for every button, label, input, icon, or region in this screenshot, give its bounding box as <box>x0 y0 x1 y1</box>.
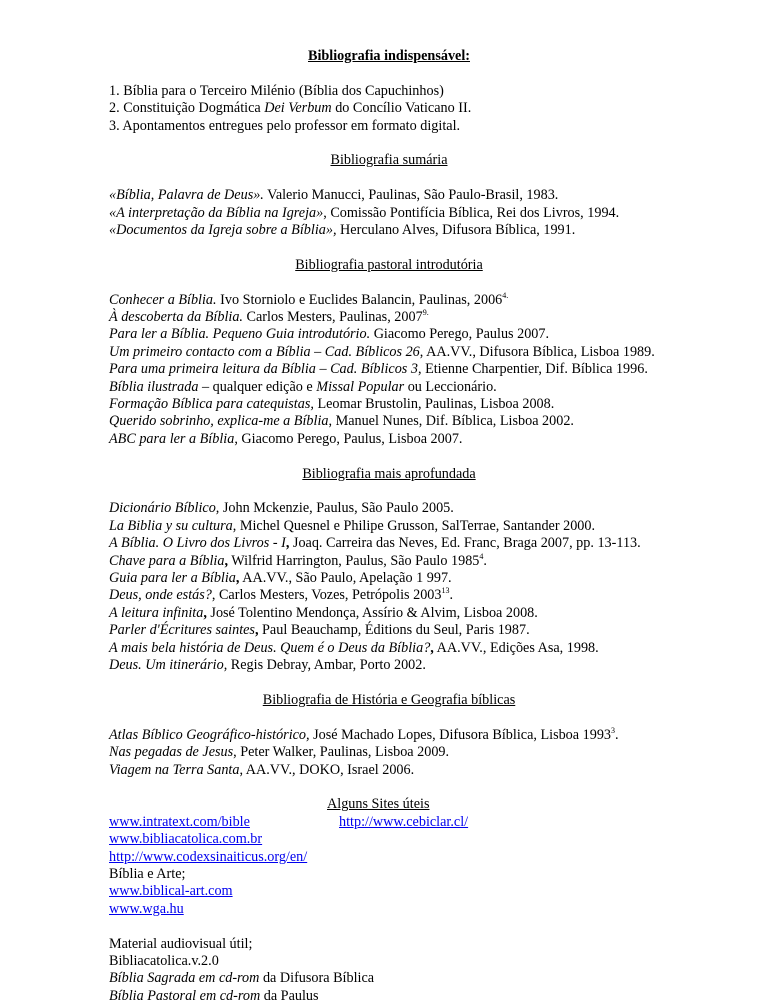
sites-row <box>109 849 669 866</box>
bib-entry: A Bíblia. O Livro dos Livros - I, Joaq. Carreira das Neves, Ed. Franc, Braga 2007, pp. 13-113. <box>109 535 641 552</box>
link-codexsinaiticus[interactable]: http://www.codexsinaiticus.org/en/ <box>109 848 308 865</box>
link-biblical-art[interactable]: www.biblical-art.com <box>109 883 233 900</box>
sites-row <box>109 831 669 848</box>
document-page <box>109 48 669 1005</box>
bib-entry: «A interpretação da Bíblia na Igreja», Comissão Pontifícia Bíblica, Rei dos Livros, 1994. <box>109 204 620 221</box>
essential-item: 2. Constituição Dogmática Dei Verbum do Concílio Vaticano II. <box>109 100 472 117</box>
bib-entry: Atlas Bíblico Geográfico-histórico, José Machado Lopes, Difusora Bíblica, Lisboa 1993$^3$. <box>109 725 619 743</box>
bib-entry: A leitura infinita, José Tolentino Mendonça, Assírio & Alvim, Lisboa 2008. <box>109 604 538 621</box>
bib-entry: Viagem na Terra Santa, AA.VV., DOKO, Israel 2006. <box>109 761 415 778</box>
bib-entry: Formação Bíblica para catequistas, Leomar Brustolin, Paulinas, Lisboa 2008. <box>109 396 555 413</box>
sites-row <box>109 883 669 900</box>
section-heading-pastoral: Bibliografia pastoral introdutória <box>295 256 483 273</box>
section-heading-sumaria: Bibliografia sumária <box>330 152 448 169</box>
bib-entry: ABC para ler a Bíblia, Giacomo Perego, Paulus, Lisboa 2007. <box>109 430 463 447</box>
link-intratext[interactable]: www.intratext.com/bible <box>109 813 250 830</box>
section-heading-aprofundada: Bibliografia mais aprofundada <box>302 465 476 482</box>
bib-entry: Conhecer a Bíblia. Ivo Storniolo e Euclides Balancin, Paulinas, $2006^{4.}$ <box>109 290 509 308</box>
bib-entry: Bíblia ilustrada – qualquer edição e Missal Popular ou Leccionário. <box>109 378 497 395</box>
bib-entry: Guia para ler a Bíblia, AA.VV., São Paulo, Apelação 1 997. <box>109 570 452 587</box>
essential-item: 1. Bíblia para o Terceiro Milénio (Bíblia dos Capuchinhos) <box>109 82 444 99</box>
bib-entry: À descoberta da Bíblia. Carlos Mesters, Paulinas, $2007^{9.}$ <box>109 308 429 326</box>
audiovisual-item: Bíblia Sagrada em cd-rom da Difusora Bíblica <box>109 970 375 987</box>
bib-entry: Deus. Um itinerário, Regis Debray, Ambar, Porto 2002. <box>109 657 426 674</box>
bib-entry: Para ler a Bíblia. Pequeno Guia introdutório. Giacomo Perego, Paulus 2007. <box>109 326 550 343</box>
page-title: Bibliografia indispensável: <box>308 48 470 64</box>
bib-entry: Nas pegadas de Jesus, Peter Walker, Paulinas, Lisboa 2009. <box>109 744 450 761</box>
bib-entry: Deus, onde estás?, Carlos Mesters, Vozes, Petrópolis 2003$^{13}$. <box>109 586 454 604</box>
bib-entry: «Bíblia, Palavra de Deus». Valerio Manucci, Paulinas, São Paulo-Brasil, 1983. <box>109 187 559 204</box>
audiovisual-item: Bibliacatolica.v.2.0 <box>109 952 219 969</box>
bib-entry: Um primeiro contacto com a Bíblia – Cad. Bíblicos 26, AA.VV., Difusora Bíblica, Lisboa 1989. <box>109 343 655 360</box>
bib-entry: La Biblia y su cultura, Michel Quesnel e Philipe Grusson, SalTerrae, Santander 2000. <box>109 517 596 534</box>
link-cebiclar[interactable]: http://www.cebiclar.cl/ <box>339 813 469 830</box>
audiovisual-item: Bíblia Pastoral em cd-rom da Paulus <box>109 987 319 1004</box>
link-bibliacatolica[interactable]: www.bibliacatolica.com.br <box>109 831 263 848</box>
section-heading-historia: Bibliografia de História e Geografia bíblicas <box>262 691 516 708</box>
section-heading-sites: Alguns Sites úteis <box>327 796 430 813</box>
bib-entry: Para uma primeira leitura da Bíblia – Cad. Bíblicos 3, Etienne Charpentier, Dif. Bíblica 1996. <box>109 361 648 378</box>
bib-entry: Querido sobrinho, explica-me a Bíblia, Manuel Nunes, Dif. Bíblica, Lisboa 2002. <box>109 413 574 430</box>
bib-entry: Dicionário Bíblico, John Mckenzie, Paulus, São Paulo 2005. <box>109 500 454 517</box>
sites-row <box>109 814 669 831</box>
sites-row <box>109 901 669 918</box>
essential-item: 3. Apontamentos entregues pelo professor em formato digital. <box>109 117 461 134</box>
sites-label-arte: Bíblia e Arte; <box>109 865 186 882</box>
sites-heading-row <box>109 796 669 813</box>
bib-entry: «Documentos da Igreja sobre a Bíblia», Herculano Alves, Difusora Bíblica, 1991. <box>109 222 576 239</box>
link-wga[interactable]: www.wga.hu <box>109 900 184 917</box>
audiovisual-label: Material audiovisual útil; <box>109 935 253 952</box>
bib-entry: A mais bela história de Deus. Quem é o Deus da Bíblia?, AA.VV., Edições Asa, 1998. <box>109 639 599 656</box>
bib-entry: Parler d'Écritures saintes, Paul Beauchamp, Éditions du Seul, Paris 1987. <box>109 622 530 639</box>
bib-entry: Chave para a Bíblia, Wilfrid Harrington, Paulus, São Paulo 1985$^4$. <box>109 551 487 569</box>
